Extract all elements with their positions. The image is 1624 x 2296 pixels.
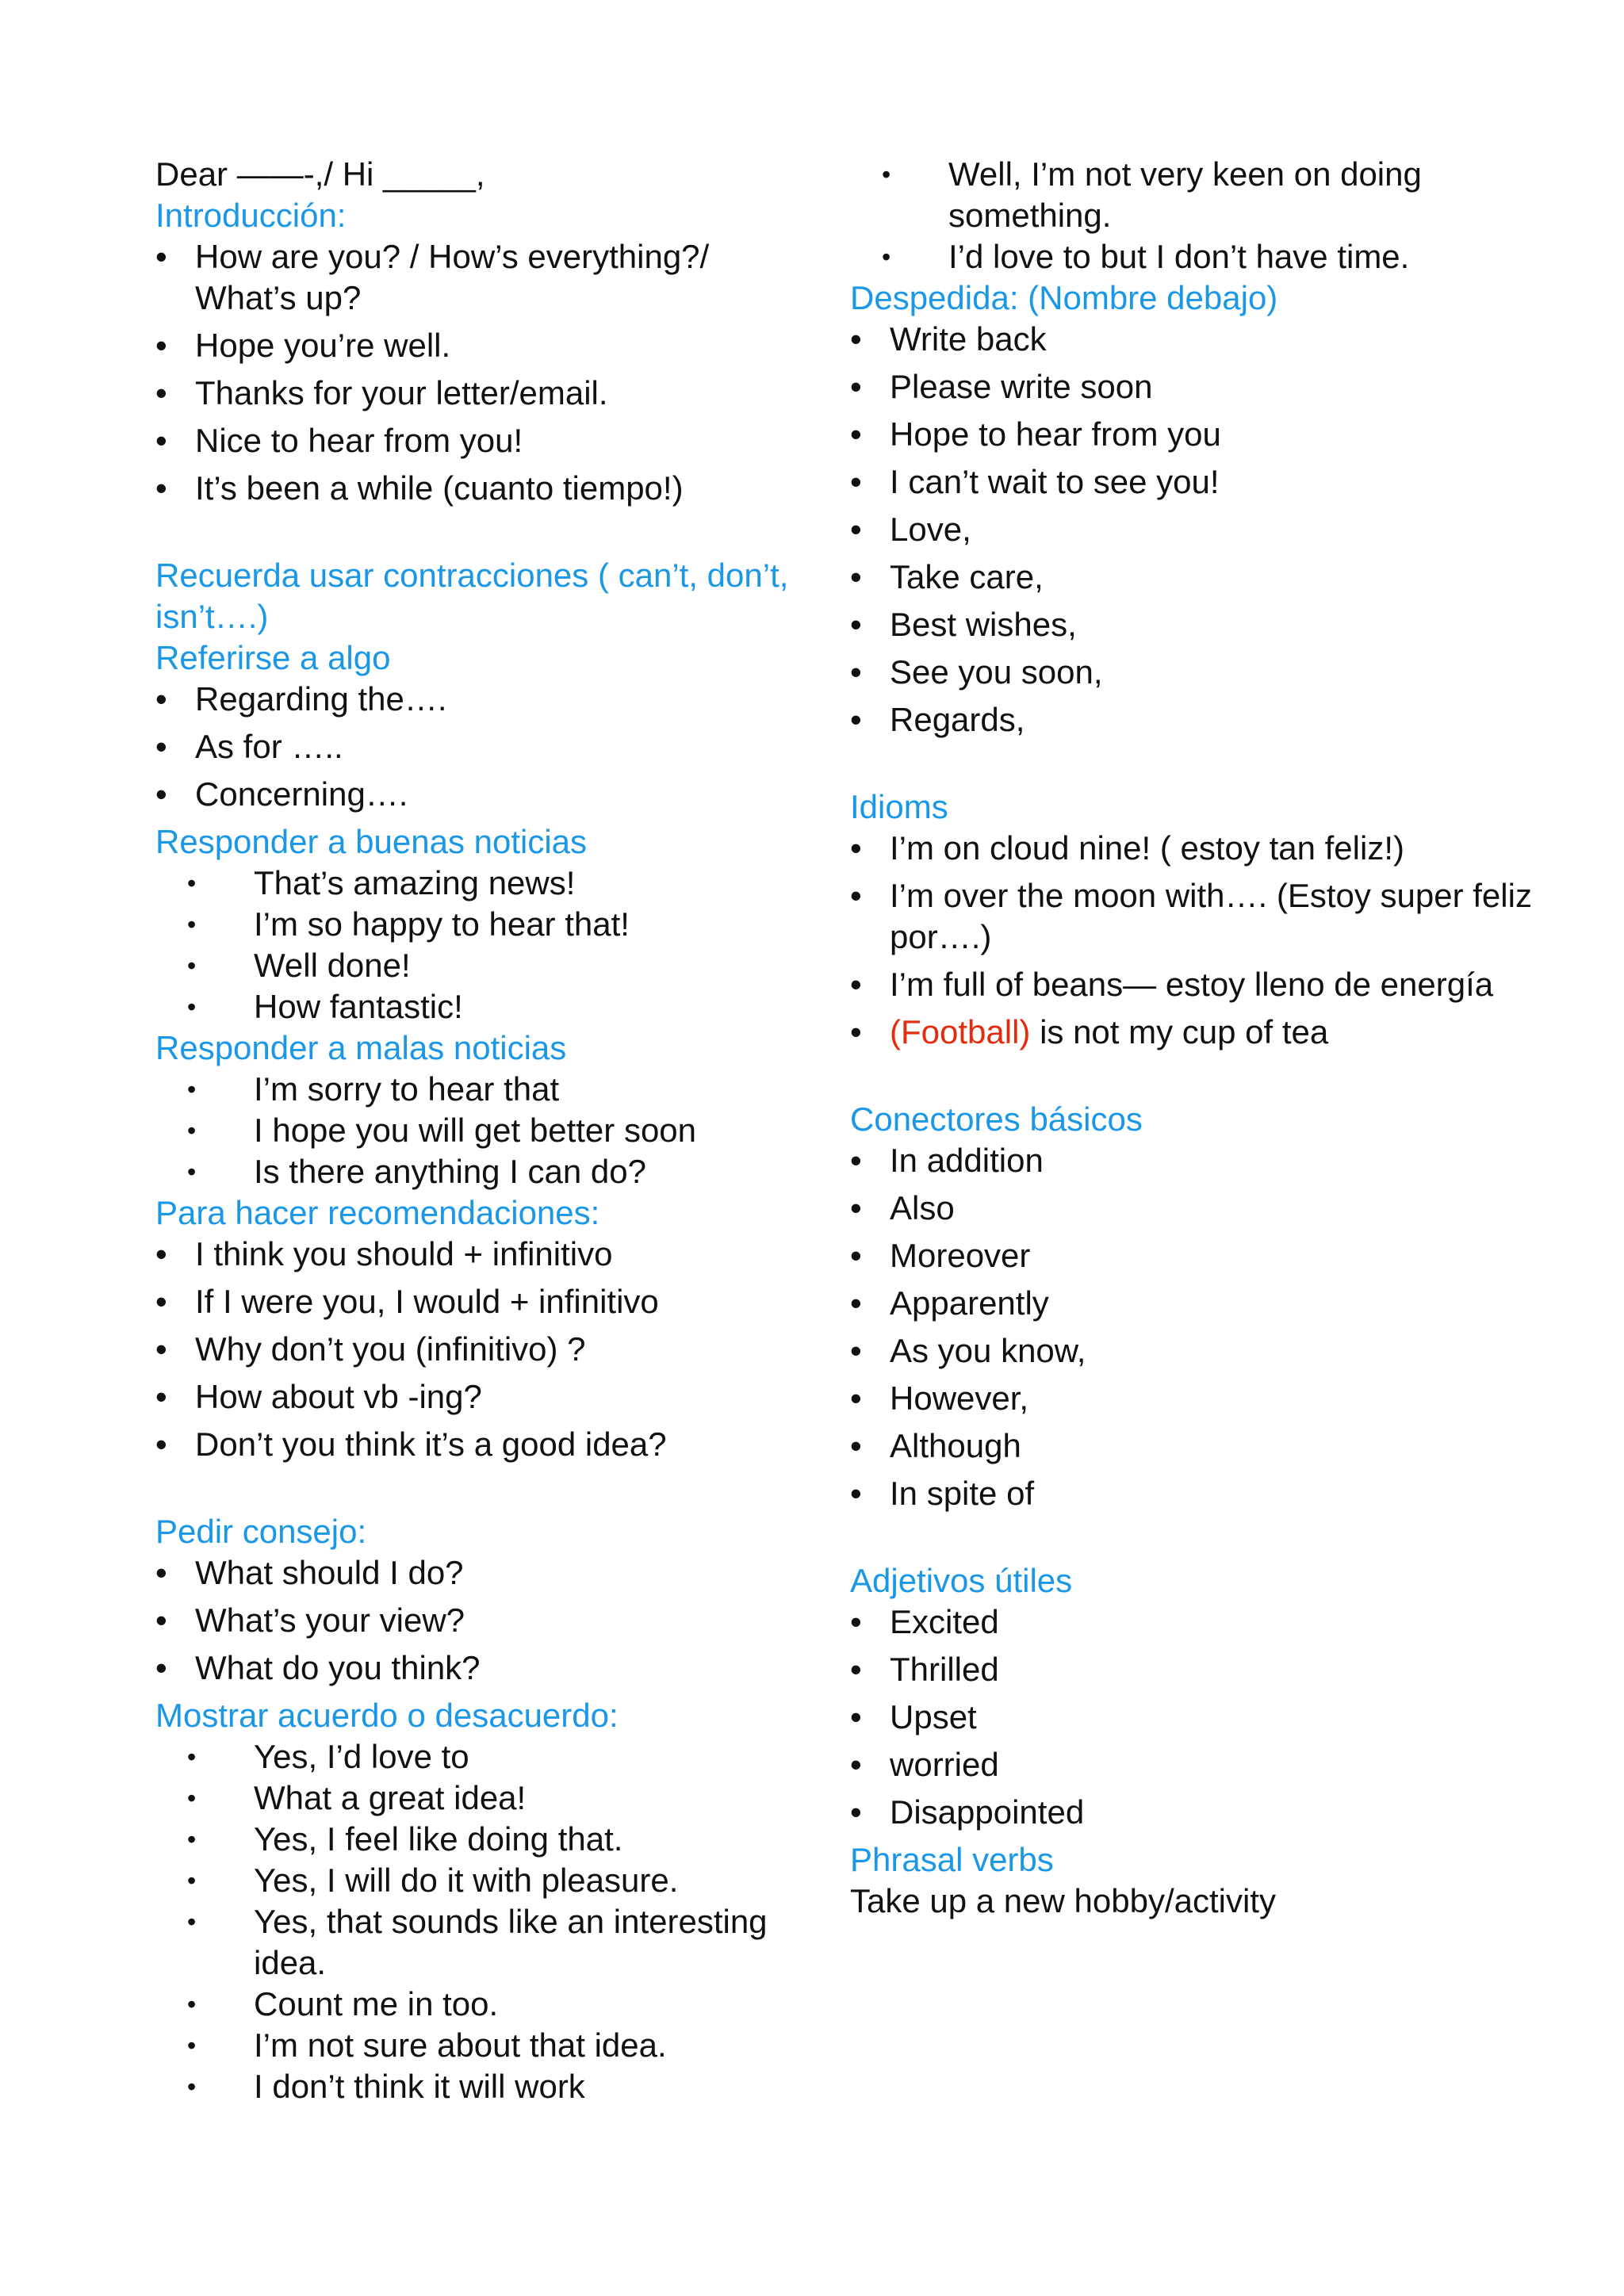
list-item: • It’s been a while (cuanto tiempo!) (155, 468, 814, 509)
list-item: • Love, (850, 509, 1564, 550)
heading-adjetivos: Adjetivos útiles (850, 1562, 1073, 1599)
list-item: • Although (850, 1425, 1564, 1467)
heading-acuerdo: Mostrar acuerdo o desacuerdo: (155, 1697, 619, 1734)
list-item: • worried (850, 1744, 1564, 1785)
list-item: • Well done! (155, 945, 814, 986)
right-column (850, 154, 1564, 1922)
heading-idioms: Idioms (850, 788, 948, 825)
list-item: • However, (850, 1378, 1564, 1419)
list-item: • Well, I’m not very keen on doing something. (850, 154, 1564, 236)
phrasal-verb-text: Take up a new hobby/activity (850, 1882, 1276, 1919)
list-item: • Yes, I’d love to (155, 1736, 814, 1777)
contractions-note: Recuerda usar contracciones ( can’t, don’t, isn’t….) (155, 557, 789, 635)
list-item: • I’m over the moon with…. (Estoy super feliz por….) (850, 875, 1564, 958)
list-item: • In addition (850, 1140, 1564, 1181)
list-item: • Thanks for your letter/email. (155, 373, 814, 414)
list-item: • I’m full of beans— estoy lleno de energía (850, 964, 1564, 1005)
list-acuerdo-continued (850, 154, 1564, 277)
heading-referirse: Referirse a algo (155, 639, 391, 676)
list-item: • Concerning…. (155, 774, 814, 815)
list-item: • Hope to hear from you (850, 414, 1564, 455)
list-item: • Disappointed (850, 1792, 1564, 1833)
list-item: • Regarding the…. (155, 679, 814, 720)
list-pedir-consejo (155, 1552, 814, 1689)
list-item: • I’m not sure about that idea. (155, 2025, 814, 2066)
list-item: • That’s amazing news! (155, 863, 814, 904)
list-despedida (850, 319, 1564, 740)
list-item: • How are you? / How’s everything?/ What’s up? (155, 236, 814, 319)
list-item: • Apparently (850, 1283, 1564, 1324)
list-item: • Why don’t you (infinitivo) ? (155, 1329, 814, 1370)
list-item: • Moreover (850, 1235, 1564, 1276)
list-item: • Thrilled (850, 1649, 1564, 1690)
idiom-rest: is not my cup of tea (1030, 1013, 1329, 1050)
list-item: • Yes, I will do it with pleasure. (155, 1860, 814, 1901)
list-conectores (850, 1140, 1564, 1514)
list-item: • Please write soon (850, 366, 1564, 408)
list-recomendaciones (155, 1234, 814, 1465)
list-item: • As you know, (850, 1330, 1564, 1372)
list-item (850, 1012, 1564, 1053)
list-item: • Count me in too. (155, 1984, 814, 2025)
list-item: • What should I do? (155, 1552, 814, 1594)
list-item: • Also (850, 1188, 1564, 1229)
list-item: • Is there anything I can do? (155, 1151, 814, 1192)
list-item: • In spite of (850, 1473, 1564, 1514)
list-item: • What do you think? (155, 1647, 814, 1689)
list-item: • Yes, I feel like doing that. (155, 1819, 814, 1860)
list-item: • Regards, (850, 699, 1564, 740)
list-item: • Excited (850, 1601, 1564, 1643)
list-item: • I can’t wait to see you! (850, 461, 1564, 503)
list-item: • Take care, (850, 557, 1564, 598)
list-item: • Don’t you think it’s a good idea? (155, 1424, 814, 1465)
list-item: • How about vb -ing? (155, 1376, 814, 1418)
list-referirse (155, 679, 814, 815)
heading-pedir-consejo: Pedir consejo: (155, 1513, 367, 1550)
list-item: • See you soon, (850, 652, 1564, 693)
list-item: • I think you should + infinitivo (155, 1234, 814, 1275)
list-item: • Best wishes, (850, 604, 1564, 645)
list-item: • Hope you’re well. (155, 325, 814, 366)
list-introduccion (155, 236, 814, 509)
list-item: • I’m on cloud nine! ( estoy tan feliz!) (850, 828, 1564, 869)
heading-buenas-noticias: Responder a buenas noticias (155, 823, 588, 860)
list-item: • Yes, that sounds like an interesting idea. (155, 1901, 814, 1984)
heading-despedida: Despedida: (Nombre debajo) (850, 279, 1278, 316)
heading-introduccion: Introducción: (155, 197, 347, 234)
list-item: • I hope you will get better soon (155, 1110, 814, 1151)
list-item: • I don’t think it will work (155, 2066, 814, 2107)
highlight-football: (Football) (890, 1013, 1031, 1050)
left-column (155, 154, 814, 2107)
list-item: • What’s your view? (155, 1600, 814, 1641)
spacer (155, 515, 814, 555)
list-item: • How fantastic! (155, 986, 814, 1027)
list-item: • I’m so happy to hear that! (155, 904, 814, 945)
list-item: • As for ….. (155, 726, 814, 767)
list-item: • I’d love to but I don’t have time. (850, 236, 1564, 277)
heading-recomendaciones: Para hacer recomendaciones: (155, 1194, 600, 1231)
greeting: Dear ——-,/ Hi _____, (155, 155, 485, 193)
list-adjetivos (850, 1601, 1564, 1833)
list-item: • Upset (850, 1697, 1564, 1738)
list-item: • If I were you, I would + infinitivo (155, 1281, 814, 1322)
heading-malas-noticias: Responder a malas noticias (155, 1029, 567, 1066)
spacer (850, 1521, 1564, 1560)
spacer (850, 1059, 1564, 1099)
list-idioms (850, 828, 1564, 1053)
list-buenas-noticias (155, 863, 814, 1027)
heading-conectores: Conectores básicos (850, 1100, 1143, 1138)
list-item: • Write back (850, 319, 1564, 360)
heading-phrasal-verbs: Phrasal verbs (850, 1841, 1054, 1878)
list-item: • I’m sorry to hear that (155, 1069, 814, 1110)
spacer (155, 1471, 814, 1511)
list-acuerdo (155, 1736, 814, 2107)
list-item: • What a great idea! (155, 1777, 814, 1819)
list-malas-noticias (155, 1069, 814, 1192)
list-item: • Nice to hear from you! (155, 420, 814, 461)
spacer (850, 747, 1564, 786)
